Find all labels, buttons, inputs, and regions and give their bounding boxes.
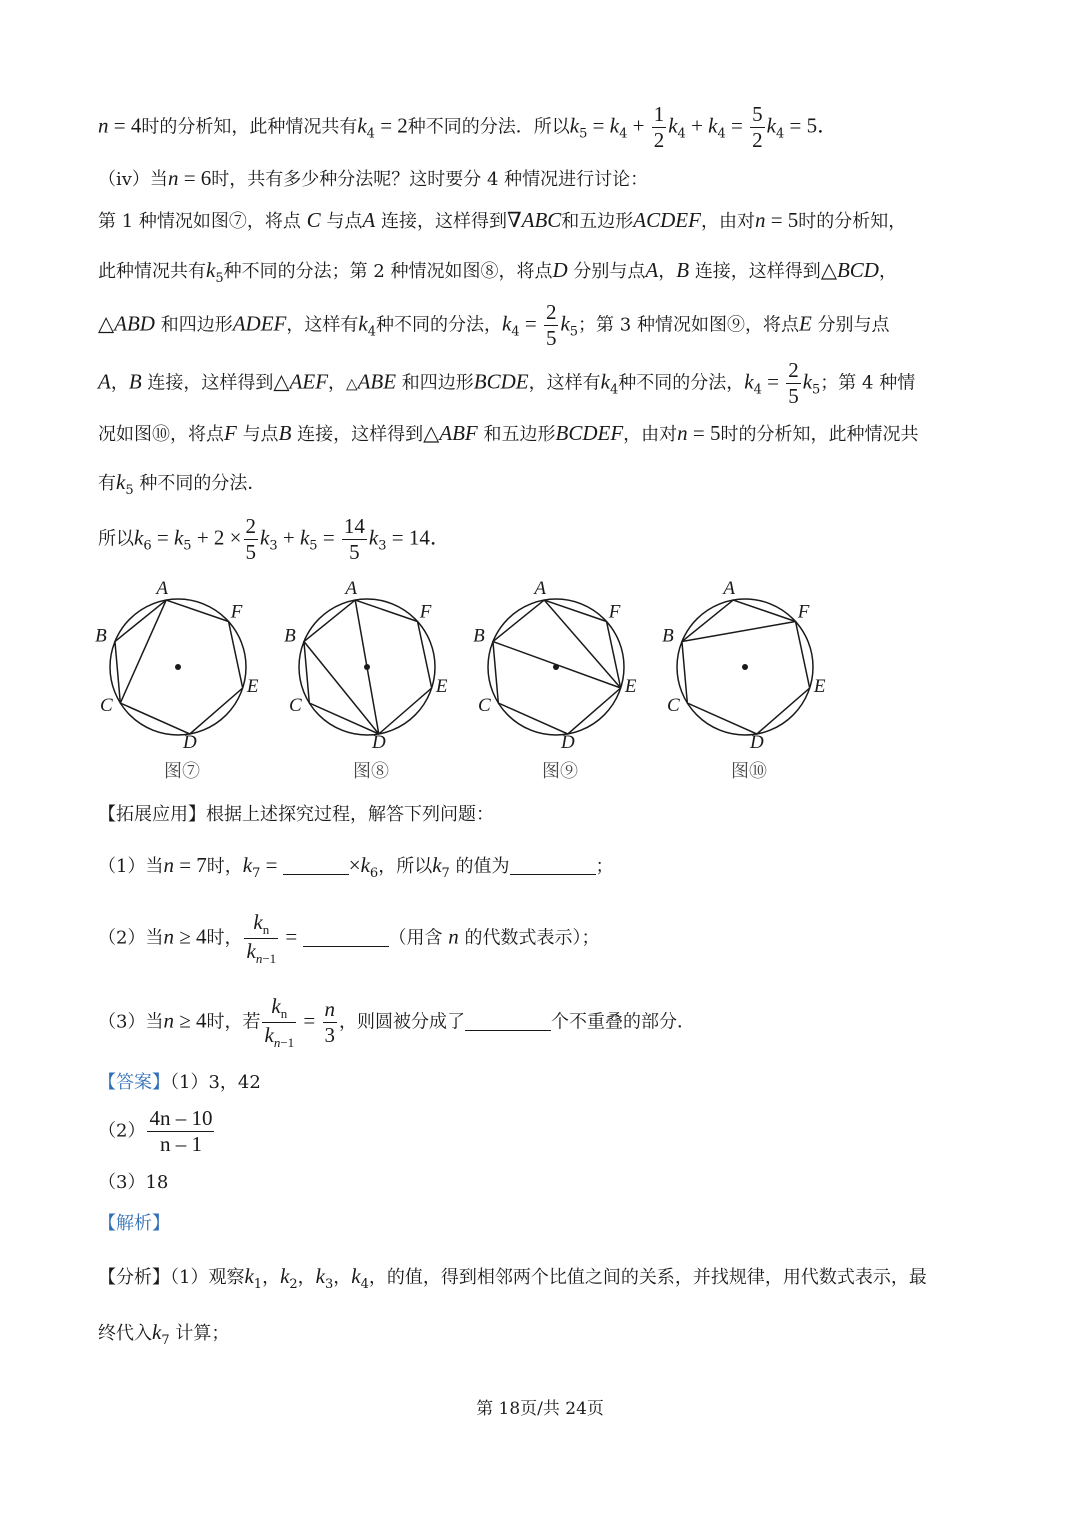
vertex-label: F	[608, 601, 621, 623]
answer-line-2: （2） $\frac{4n - 10}{n - 1}$	[98, 1106, 213, 1156]
vertex-label: A	[534, 580, 546, 600]
vertex-label: A	[156, 580, 168, 600]
vertex-label: E	[813, 676, 826, 698]
vertex-label: E	[435, 676, 448, 698]
vertex-label: B	[662, 625, 674, 647]
vertex-label: D	[371, 731, 386, 753]
figure-caption: 图⑩	[731, 761, 767, 780]
diagonal	[120, 600, 166, 703]
answer-blank[interactable]	[465, 1012, 551, 1031]
vertex-label: C	[477, 695, 491, 717]
vertex-label: B	[95, 625, 107, 647]
figure-caption: 图⑨	[542, 761, 578, 780]
page-footer: 第 18页/共 24页	[476, 1399, 604, 1419]
vertex-label: D	[182, 731, 197, 753]
vertex-label: D	[560, 731, 575, 753]
answer-line-1: 【答案】（1）3，42	[98, 1072, 261, 1093]
answer-line-3: （3）18	[98, 1172, 169, 1193]
analysis-label: 【解析】	[98, 1213, 170, 1234]
line-1: n = 4时的分析知，此种情况共有$k_4 = 2$种不同的分法．所以$k_5 = k_4$ + $\frac{1}{2}$ $k_4 + k_4$ = $\frac{5}{2}$ $k_4 = 5$．	[98, 102, 839, 152]
vertex-label: E	[624, 676, 637, 698]
figures	[0, 580, 1080, 780]
vertex-label: B	[284, 625, 296, 647]
vertex-label: F	[230, 601, 243, 623]
vertex-label: A	[723, 580, 735, 600]
analysis-line-2: 终代入$k_7$ 计算；	[98, 1320, 230, 1348]
vertex-label: A	[345, 580, 357, 600]
vertex-label: C	[99, 695, 113, 717]
vertex-label: F	[419, 601, 432, 623]
diagonal	[682, 621, 796, 641]
question-3: （3）当n ≥ 4时，若 $\frac{k_n}{k_{n-1}}$ = $\frac{n}{3}$ ，则圆被分成了 个不重叠的部分．	[98, 994, 695, 1050]
center-dot	[364, 664, 370, 670]
line-2: （iv）当n = 6时，共有多少种分法呢？这时要分 4 种情况进行讨论：	[98, 166, 649, 190]
question-1: （1）当n = 7时，$k_7 = \times k_6$，所以$k_7$ 的值为 ；	[98, 853, 614, 881]
vertex-label: F	[797, 601, 810, 623]
extension-heading: 【拓展应用】根据上述探究过程，解答下列问题：	[98, 804, 494, 825]
line-3: 第 1 种情况如图⑦，将点 C 与点A 连接，这样得到∇ABC和五边形ACDEF，由对n = 5时的分析知，	[98, 208, 907, 232]
center-dot	[742, 664, 748, 670]
vertex-label: D	[749, 731, 764, 753]
center-dot	[553, 664, 559, 670]
line-7: 况如图⑩，将点F 与点B 连接，这样得到△ABF 和五边形BCDEF，由对n = 5时的分析知，此种情况共	[98, 421, 919, 445]
answer-blank[interactable]	[303, 928, 389, 947]
answer-blank[interactable]	[283, 856, 349, 875]
line-8: 有$k_5$ 种不同的分法．	[98, 470, 266, 498]
vertex-label: C	[288, 695, 302, 717]
question-2: （2）当n ≥ 4时， $\frac{k_n}{k_{n-1}}$ = （用含 n 的代数式表示）；	[98, 910, 600, 966]
vertex-label: B	[473, 625, 485, 647]
diagonal	[304, 642, 379, 734]
line-5: △ABD 和四边形ADEF，这样有$k_4$种不同的分法，$k_4$ = $\frac{2}{5}$ $k_5$；第 3 种情况如图⑨，将点E 分别与点	[98, 300, 890, 350]
analysis-line-1: 【分析】（1）观察$k_1$，$k_2$，$k_3$，$k_4$，的值，得到相邻两个比值之间的关系，并找规律，用代数式表示，最	[98, 1264, 927, 1292]
vertex-label: E	[246, 676, 259, 698]
vertex-label: C	[666, 695, 680, 717]
figure-caption: 图⑦	[164, 761, 200, 780]
center-dot	[175, 664, 181, 670]
line-4: 此种情况共有$k_5$种不同的分法；第 2 种情况如图⑧，将点D 分别与点A，B 连接，这样得到△BCD，	[98, 258, 897, 286]
figure-caption: 图⑧	[353, 761, 389, 780]
line-6: A，B 连接，这样得到△AEF，△ABE 和四边形BCDE，这样有$k_4$种不同的分法，$k_4$ = $\frac{2}{5}$ $k_5$；第 4 种情	[98, 358, 916, 408]
line-9: 所以$k_6 = k_5 + 2$ × $\frac{2}{5}$ $k_3 + k_5$ = $\frac{14}{5}$ $k_3 = 14$．	[98, 514, 451, 564]
answer-blank[interactable]	[510, 856, 596, 875]
